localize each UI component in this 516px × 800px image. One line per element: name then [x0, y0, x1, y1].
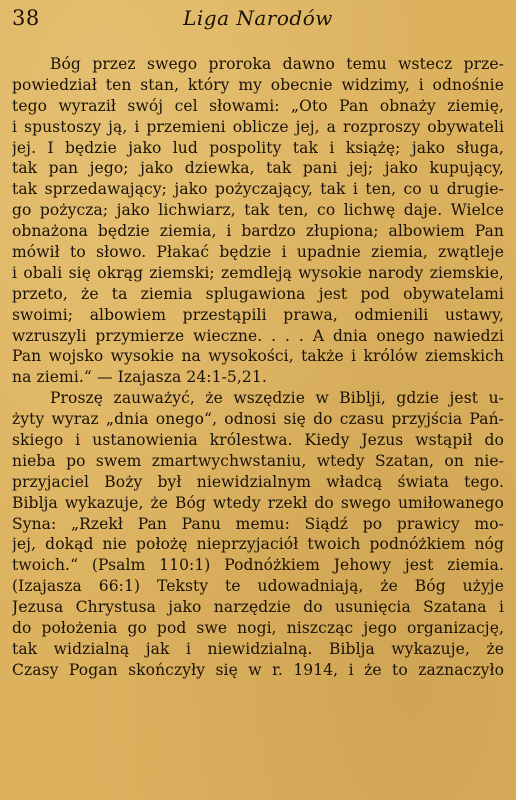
text-line: twoich.“ (Psalm 110:1) Podnóżkiem Jehowy jest ziemia.	[12, 556, 504, 575]
text-line: powiedział ten stan, który my obecnie widzimy, i odnośnie	[12, 75, 504, 94]
text-line: wzruszyli przymierze wieczne. . . . A dnia onego nawiedzi	[12, 326, 504, 345]
paragraph-2	[12, 388, 504, 680]
text-line: do położenia go pod swe nogi, niszcząc jego organizację,	[12, 619, 504, 638]
text-line: jej, dokąd nie położę nieprzyjaciół twoich podnóżkiem nóg	[12, 535, 504, 554]
text-line: jej. I będzie jako lud pospolity tak i książę; jako sługa,	[12, 138, 504, 157]
text-line: skiego i ustanowienia królestwa. Kiedy Jezus wstąpił do	[12, 431, 504, 450]
text-line: na ziemi.“ — Izajasza 24:1-5,21.	[12, 368, 267, 387]
text-line: Proszę zauważyć, że wszędzie w Biblji, gdzie jest u-	[50, 389, 504, 408]
text-line: i obali się okrąg ziemski; zemdleją wysokie narody ziemskie,	[12, 263, 504, 282]
text-line: Pan wojsko wysokie na wysokości, także i królów ziemskich	[12, 347, 504, 366]
text-line: tego wyraził swój cel słowami: „Oto Pan obnaży ziemię,	[12, 96, 504, 115]
running-title: Liga Narodów	[183, 6, 333, 30]
text-line: żyty wyraz „dnia onego“, odnosi się do czasu przyjścia Pań-	[12, 410, 504, 429]
text-line: Biblja wykazuje, że Bóg wtedy rzekł do swego umiłowanego	[12, 493, 504, 512]
page-header	[0, 6, 516, 32]
text-line: i spustoszy ją, i przemieni oblicze jej, a rozproszy obywateli	[12, 117, 504, 136]
body-text	[12, 54, 504, 798]
text-line: mówił to słowo. Płakać będzie i upadnie ziemia, zwątleje	[12, 243, 504, 262]
text-line: Bóg przez swego proroka dawno temu wstecz prze-	[50, 55, 504, 73]
text-line: tak widzialną jak i niewidzialną. Biblja wykazuje, że	[12, 639, 504, 658]
text-line: tak pan jego; jako dziewka, tak pani jej; jako kupujący,	[12, 159, 504, 178]
text-line: przeto, że ta ziemia splugawiona jest pod obywatelami	[12, 284, 504, 303]
paragraph-1	[12, 54, 504, 388]
text-line: Czasy Pogan skończyły się w r. 1914, i że to zaznaczyło	[12, 660, 504, 679]
page-number: 38	[12, 6, 40, 30]
text-line: tak sprzedawający; jako pożyczający, tak i ten, co u drugie-	[12, 180, 504, 199]
text-line: Jezusa Chrystusa jako narzędzie do usunięcia Szatana i	[12, 598, 504, 617]
text-line: go pożycza; jako lichwiarz, tak ten, co lichwę daje. Wielce	[12, 201, 504, 220]
text-line: Syna: „Rzekł Pan Panu memu: Siądź po prawicy mo-	[12, 514, 504, 533]
text-line: nieba po swem zmartwychwstaniu, wtedy Szatan, on nie-	[12, 451, 504, 470]
text-line: przyjaciel Boży był niewidzialnym władcą świata tego.	[12, 472, 504, 491]
text-line: (Izajasza 66:1) Teksty te udowadniają, że Bóg użyje	[12, 577, 504, 596]
text-line: obnażona będzie ziemia, i bardzo złupiona; albowiem Pan	[12, 222, 504, 241]
text-line: swoimi; albowiem przestąpili prawa, odmienili ustawy,	[12, 305, 504, 324]
